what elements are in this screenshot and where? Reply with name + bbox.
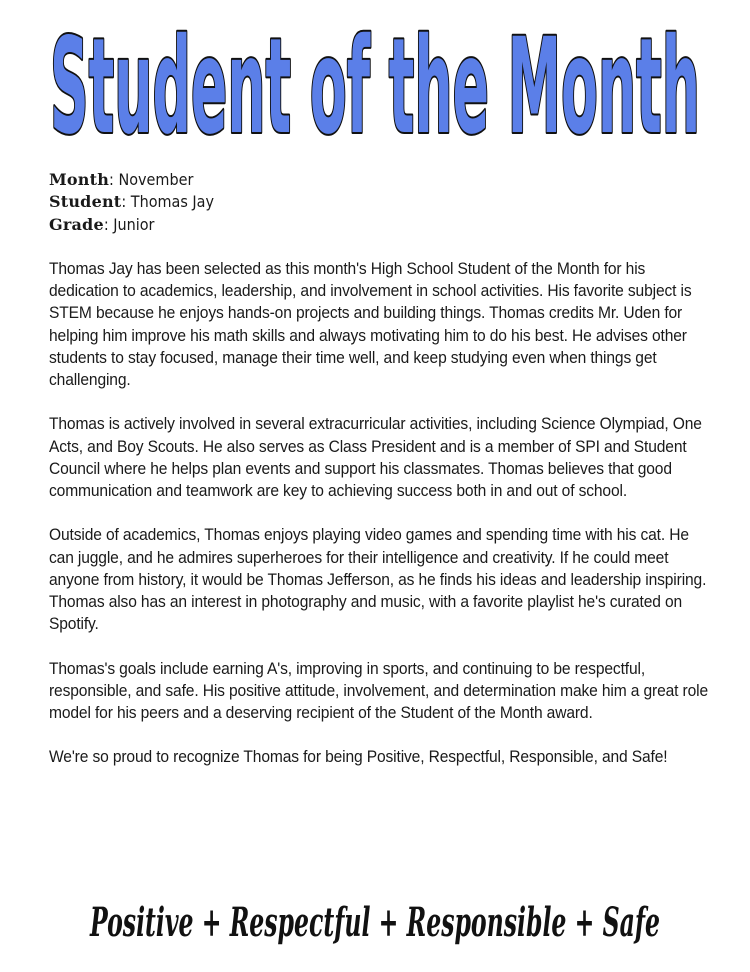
article-body — [49, 258, 708, 791]
month-value: : November — [109, 170, 194, 189]
paragraph-3: Outside of academics, Thomas enjoys playing video games and spending time with his cat. He can juggle, and he admires superheroes for their intelligence and creativity. If he could meet anyone from history, it would be Thomas Jefferson, as he finds his ideas and leadership inspiring. Thomas also has an interest in photography and music, with a favorite playlist he's curated on Spotify. — [49, 525, 707, 634]
title-graphic — [0, 4, 750, 154]
paragraph-5: We're so proud to recognize Thomas for being Positive, Respectful, Responsible, and Safe! — [49, 747, 668, 767]
paragraph-1: Thomas Jay has been selected as this month's High School Student of the Month for his dedication to academics, leadership, and involvement in school activities. His favorite subject is STEM because he enjoys hands-on projects and building things. Thomas credits Mr. Uden for helping him improve his math skills and always motivating him to do his best. He advises other students to stay focused, manage their time well, and keep studying even when things get challenging. — [49, 259, 692, 390]
motto-text: Positive + Respectful + Responsible + Safe — [89, 899, 660, 946]
month-label: Month — [49, 170, 110, 189]
student-line — [49, 191, 709, 213]
paragraph-2: Thomas is actively involved in several extracurricular activities, including Science Olympiad, One Acts, and Boy Scouts. He also serves as Class President and is a member of SPI and Student Council where he helps plan events and support his classmates. Thomas believes that good communication and teamwork are key to achieving success both in and out of school. — [49, 414, 702, 501]
grade-label: Grade — [49, 214, 104, 234]
motto-banner — [0, 880, 750, 960]
student-info — [49, 169, 709, 236]
grade-value: : Junior — [103, 214, 155, 234]
student-label: Student — [49, 192, 122, 212]
title-banner — [0, 4, 750, 154]
motto-graphic — [0, 880, 750, 960]
month-line — [49, 169, 709, 191]
page-title: Student of the Month — [50, 10, 700, 154]
student-value: : Thomas Jay — [121, 192, 215, 212]
paragraph-4: Thomas's goals include earning A's, improving in sports, and continuing to be respectful, responsible, and safe. His positive attitude, involvement, and determination make him a great role model for his peers and a deserving recipient of the Student of the Month award. — [49, 658, 708, 723]
grade-line — [49, 214, 709, 236]
